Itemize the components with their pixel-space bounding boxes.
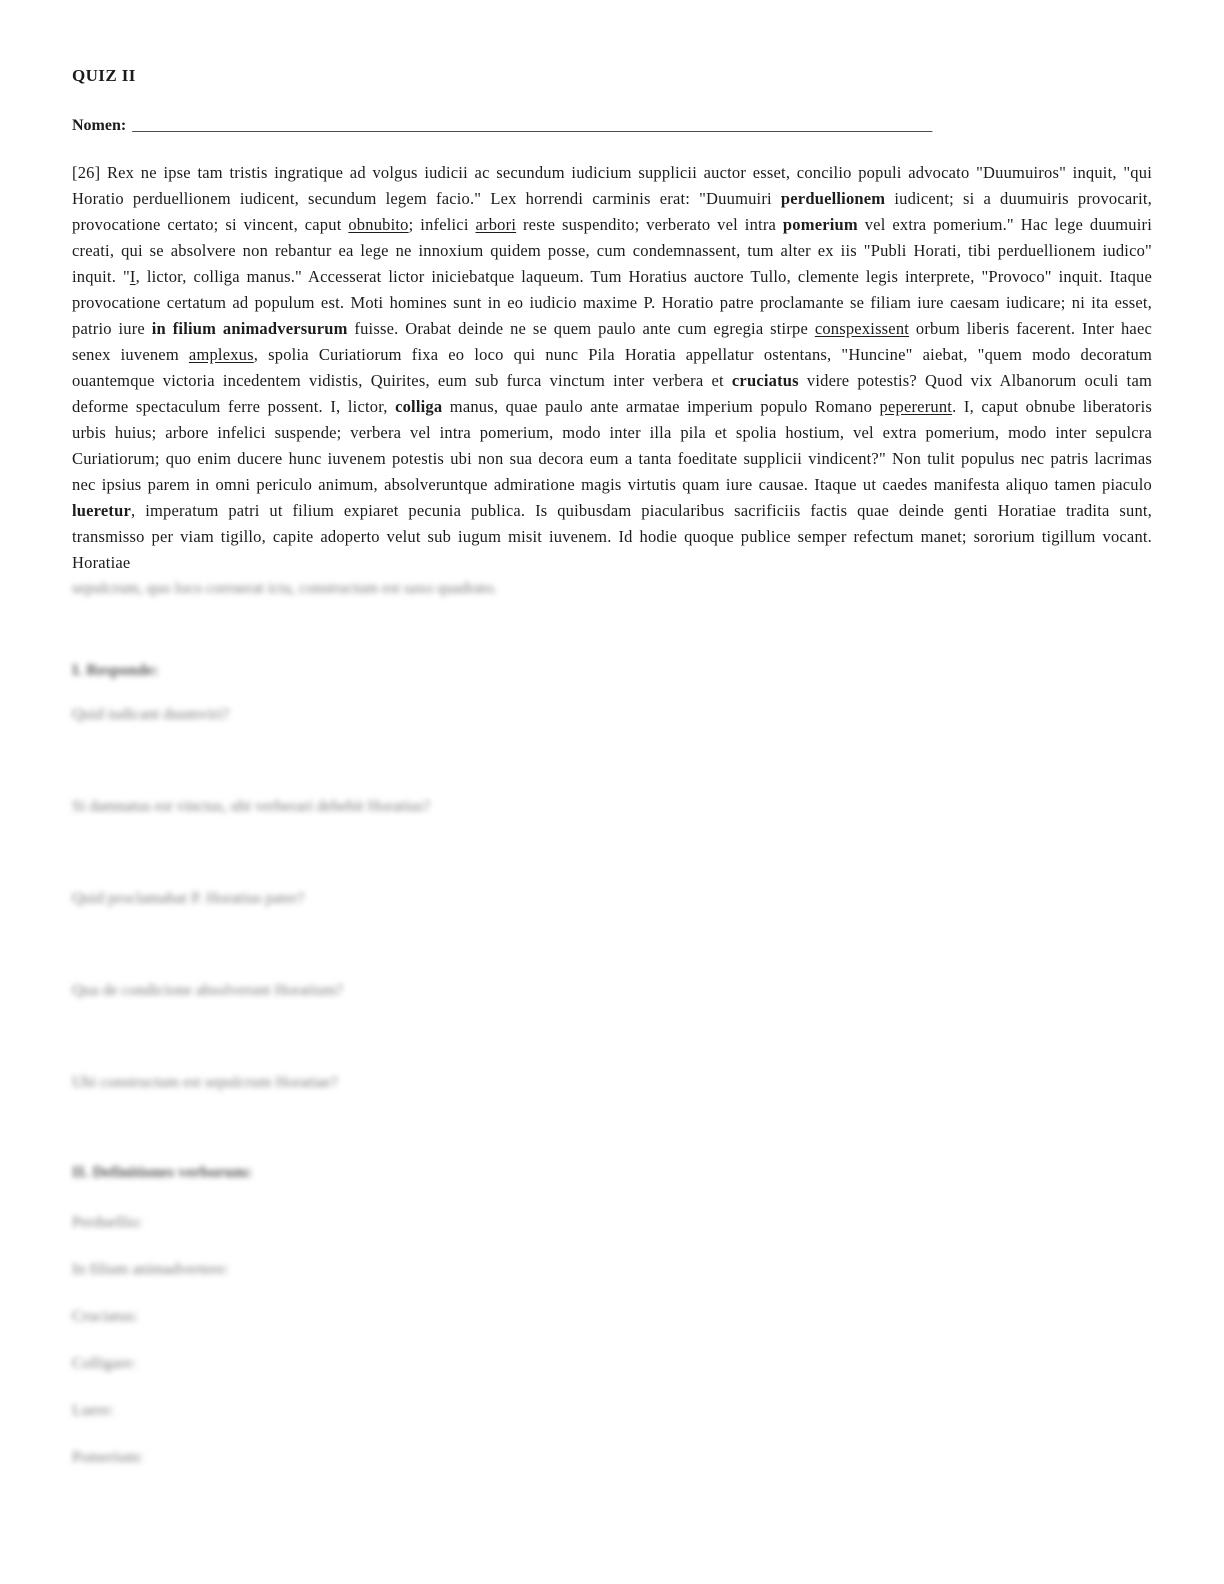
vocab-line <box>72 1212 1152 1234</box>
section-i <box>72 660 1152 1094</box>
vocab-obscured-text: In filium animadvertere: <box>72 1261 229 1278</box>
section-ii <box>72 1162 1152 1469</box>
vocab-obscured-text: Perduellio: <box>72 1214 143 1231</box>
question-line <box>72 704 1152 726</box>
section-ii-vocab-list <box>72 1212 1152 1469</box>
question-line <box>72 1072 1152 1094</box>
page-title: QUIZ II <box>72 66 136 85</box>
section-i-questions <box>72 704 1152 1094</box>
name-blank-line: ____________________________________________________________________________________________________ <box>132 117 933 134</box>
vocab-obscured-text: Colligare: <box>72 1355 136 1372</box>
section-ii-heading: II. Definitiones verborum: <box>72 1164 252 1181</box>
section-i-heading: I. Responde: <box>72 662 159 679</box>
question-line <box>72 796 1152 818</box>
passage-text: [26] Rex ne ipse tam tristis ingratique ad volgus iudicii ac secundum iudicium supplicii auctor esset, concilio populi advocato "Duumuiros" inquit, "qui Horatio perduellionem iudicent, secundum legem facio." Lex horrendi carminis erat: "Duumuiri perduellionem iudicent; si a duumuiris provocarit, provocatione certato; si vincent, caput obnubito; infelici arbori reste suspendito; verberato vel intra pomerium vel extra pomerium." Hac lege duumuiri creati, qui se absolvere non rebantur ea lege ne innoxium quidem posse, cum condemnassent, tum alter ex iis "Publi Horati, tibi perduellionem iudico" inquit. "I, lictor, colliga manus." Accesserat lictor iniciebatque laqueum. Tum Horatius auctore Tullo, clemente legis interprete, "Provoco" inquit. Itaque provocatione certatum ad populum est. Moti homines sunt in eo iudicio maxime P. Horatio patre proclamante se filiam iure caesam iudicare; ni ita esset, patrio iure in filium animadversurum fuisse. Orabat deinde ne se quem paulo ante cum egregia stirpe conspexissent orbum liberis facerent. Inter haec senex iuvenem amplexus, spolia Curiatiorum fixa eo loco qui nunc Pila Horatia appellatur ostentans, "Huncine" aiebat, "quem modo decoratum ouantemque victoria incedentem vidistis, Quirites, eum sub furca vinctum inter verbera et cruciatus videre potestis? Quod vix Albanorum oculi tam deforme spectaculum ferre possent. I, lictor, colliga manus, quae paulo ante armatae imperium populo Romano pepererunt. I, caput obnube liberatoris urbis huius; arbore infelici suspende; verbera vel intra pomerium, modo inter illa pila et spolia hostium, vel extra pomerium, modo inter sepulcra Curiatiorum; quo enim ducere hunc iuvenem potestis ubi non sua decora eum a tanta foeditate supplicii vindicent?" Non tulit populus nec patris lacrimas nec ipsius parem in omni periculo animum, absolveruntque admiratione magis virtutis quam iure causae. Itaque ut caedes manifesta aliquo tamen piaculo lueretur, imperatum patri ut filium expiaret pecunia publica. Is quibusdam piacularibus sacrificiis factis quae deinde genti Horatiae tradita sunt, transmisso per viam tigillo, capite adoperto velut sub iugum misit iuvenem. Id hodie quoque publice semper refectum manet; sororium tigillum vocant. Horatiae <box>72 163 1153 572</box>
question-obscured-text: Quid iudicant duumviri? <box>72 706 230 723</box>
vocab-line <box>72 1306 1152 1328</box>
name-row <box>72 117 1152 135</box>
question-obscured-text: Quid proclamabat P. Horatius pater? <box>72 890 305 907</box>
vocab-obscured-text: Luere: <box>72 1402 114 1419</box>
question-line <box>72 980 1152 1002</box>
vocab-line <box>72 1400 1152 1422</box>
name-label: Nomen: <box>72 117 127 134</box>
vocab-line <box>72 1259 1152 1281</box>
vocab-line <box>72 1447 1152 1469</box>
passage-obscured-line: sepulcrum, quo loco corruerat icta, constructum est saxo quadrato. <box>72 580 498 597</box>
vocab-line <box>72 1353 1152 1375</box>
passage-tail-row <box>72 578 1152 600</box>
vocab-obscured-text: Cruciatus: <box>72 1308 138 1325</box>
question-obscured-text: Ubi constructum est sepulcrum Horatiae? <box>72 1074 338 1091</box>
question-line <box>72 888 1152 910</box>
question-obscured-text: Si damnatus est vinctus, ubi verberari debebit Horatius? <box>72 798 431 815</box>
question-obscured-text: Qua de condicione absolverunt Horatium? <box>72 982 344 999</box>
vocab-obscured-text: Pomerium: <box>72 1449 144 1466</box>
